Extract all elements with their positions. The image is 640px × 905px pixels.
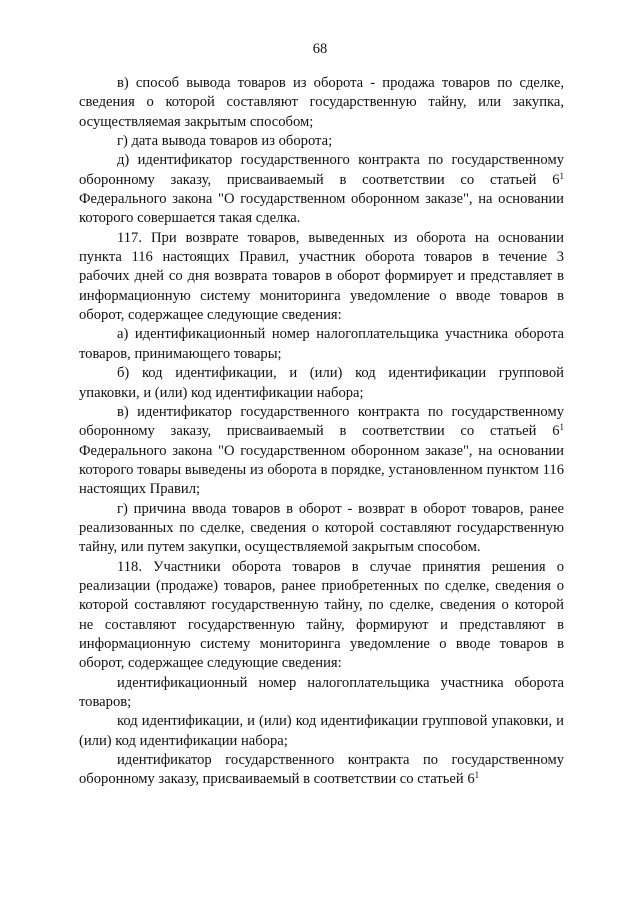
paragraph-a-inn	[79, 325, 564, 364]
paragraph-v-identifikator	[79, 403, 564, 500]
paragraph-inn	[79, 674, 564, 713]
paragraph-g-prichina	[79, 500, 564, 558]
paragraph-g-data	[79, 132, 564, 151]
paragraph-text: в) способ вывода товаров из оборота - продажа товаров по сделке, сведения о которой составляют государственную тайну, или закупка, осуществляемая закрытым способом;	[79, 75, 564, 130]
paragraph-b-kod	[79, 364, 564, 403]
paragraph-v-sposob	[79, 74, 564, 132]
paragraph-text: д) идентификатор государственного контракта по государственному оборонному заказу, присваиваемый в соответствии со статьей 6	[79, 152, 564, 188]
paragraph-118	[79, 558, 564, 674]
paragraph-identifikator	[79, 751, 564, 790]
page-number: 68	[312, 41, 328, 57]
paragraph-text: г) причина ввода товаров в оборот - возврат в оборот товаров, ранее реализованных по сделке, сведения о которой составляют государственную тайну, или путем закупки, осуществляемой закрытым способом.	[79, 500, 564, 556]
paragraph-text: идентификационный номер налогоплательщика участника оборота товаров;	[79, 674, 564, 710]
paragraph-text: б) код идентификации, и (или) код идентификации групповой упаковки, и (или) код идентификации набора;	[79, 365, 564, 401]
paragraph-text: а) идентификационный номер налогоплательщика участника оборота товаров, принимающего товары;	[79, 326, 564, 362]
paragraph-kod	[79, 712, 564, 751]
superscript: 1	[559, 422, 564, 433]
paragraph-text: 117. При возврате товаров, выведенных из оборота на основании пункта 116 настоящих Правил, участник оборота товаров в течение 3 рабочих дней со дня возврата товаров в оборот формирует и представляет в информационную систему мониторинга уведомление о вводе товаров в оборот, содержащее следующие сведения:	[79, 229, 564, 324]
paragraph-text: 118. Участники оборота товаров в случае принятия решения о реализации (продаже) товаров, ранее приобретенных по сделке, сведения о которой составляют государственную тайну, по сделке, сведения о которой не составляют государственную тайну, формируют и представляют в информационную систему мониторинга уведомление о вводе товаров в оборот, содержащее следующие сведения:	[79, 558, 564, 672]
paragraph-text-tail: Федерального закона "О государственном оборонном заказе", на основании которого товары выведены из оборота в порядке, установленном пунктом 116 настоящих Правил;	[79, 442, 564, 498]
superscript: 1	[559, 170, 564, 181]
paragraph-text: код идентификации, и (или) код идентификации групповой упаковки, и (или) код идентификации набора;	[79, 713, 564, 749]
paragraph-text: в) идентификатор государственного контракта по государственному оборонному заказу, присваиваемый в соответствии со статьей 6	[79, 403, 564, 440]
paragraph-d-identifikator	[79, 151, 564, 228]
paragraph-text-tail: Федерального закона "О государственном оборонном заказе", на основании которого совершается такая сделка.	[79, 191, 564, 227]
paragraph-text: идентификатор государственного контракта по государственному оборонному заказу, присваиваемый в соответствии со статьей 6	[79, 752, 564, 788]
paragraph-117	[79, 229, 564, 326]
paragraph-text: г) дата вывода товаров из оборота;	[117, 133, 333, 150]
document-body	[79, 74, 564, 790]
superscript: 1	[474, 770, 480, 781]
